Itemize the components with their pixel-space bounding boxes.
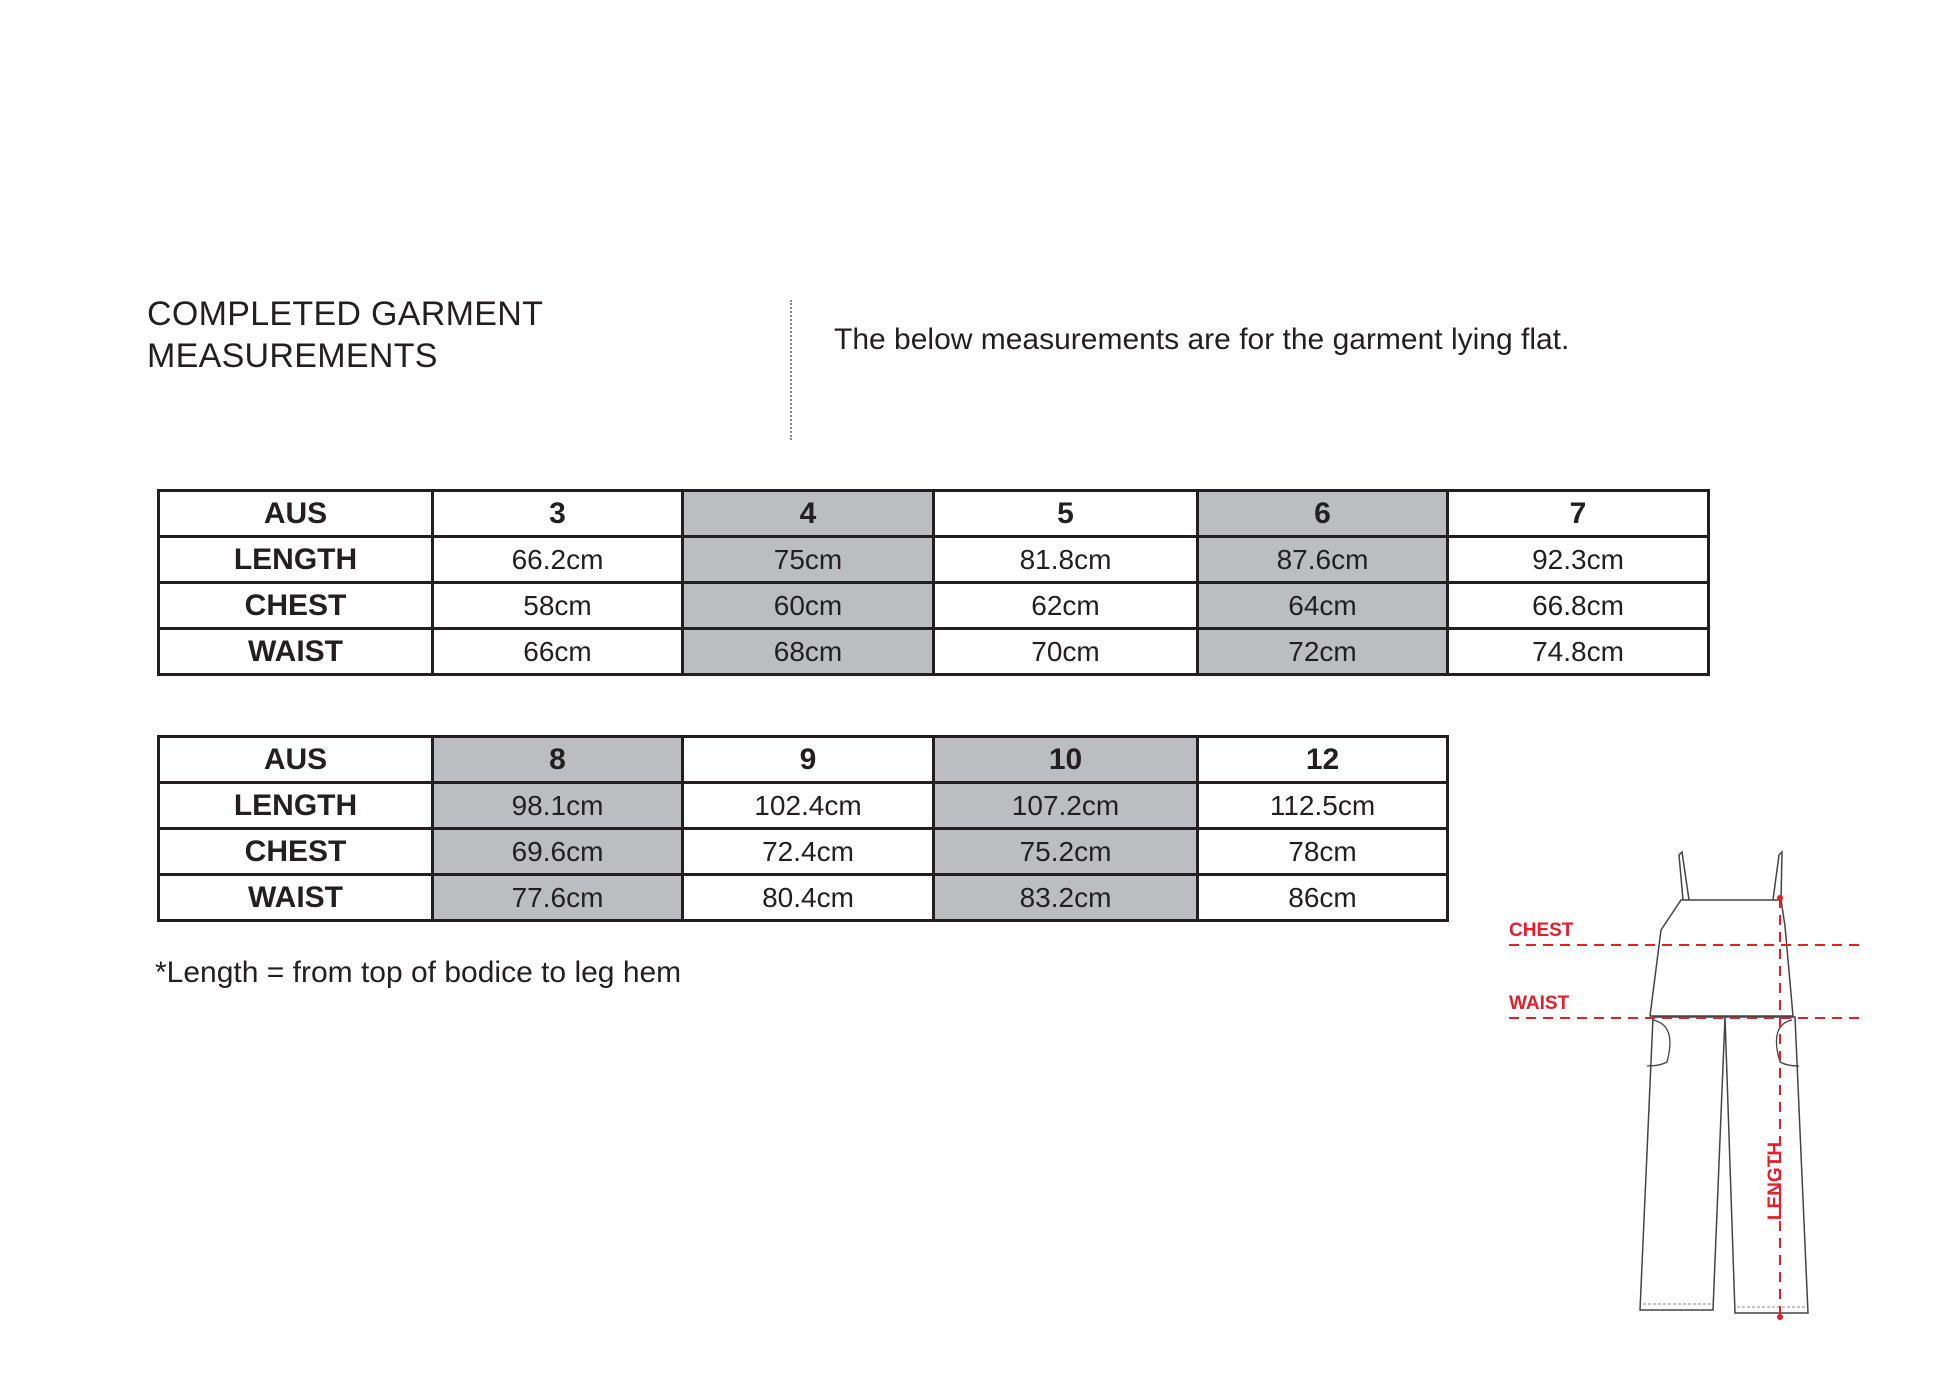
bodice (1650, 900, 1793, 1016)
page-title-line-1: COMPLETED GARMENT (147, 295, 544, 333)
table-row (159, 875, 1448, 921)
table-header-row (159, 491, 1709, 537)
table-cell: 72.4cm (683, 829, 934, 875)
size-table-1 (157, 489, 1710, 676)
table-cell: 77.6cm (433, 875, 683, 921)
table-cell: 87.6cm (1198, 537, 1448, 583)
table-cell: 75cm (683, 537, 934, 583)
table-cell: 72cm (1198, 629, 1448, 675)
right-strap (1773, 852, 1782, 900)
garment-diagram (1495, 840, 1875, 1320)
table-cell: 64cm (1198, 583, 1448, 629)
page-title-line-2: MEASUREMENTS (147, 337, 438, 375)
table-cell: AUS (159, 491, 433, 537)
table-cell: 8 (433, 737, 683, 783)
table-cell: CHEST (159, 829, 433, 875)
table-row (159, 829, 1448, 875)
table-cell: 107.2cm (934, 783, 1198, 829)
table-row (159, 783, 1448, 829)
table-cell: 70cm (934, 629, 1198, 675)
table-cell: 66cm (433, 629, 683, 675)
table-cell: WAIST (159, 629, 433, 675)
length-start-marker (1777, 895, 1783, 901)
table-cell: 92.3cm (1448, 537, 1709, 583)
table-cell: 102.4cm (683, 783, 934, 829)
table-cell: LENGTH (159, 783, 433, 829)
table-cell: 112.5cm (1198, 783, 1448, 829)
table-cell: 62cm (934, 583, 1198, 629)
table-cell: 86cm (1198, 875, 1448, 921)
length-label: LENGTH (1765, 1141, 1786, 1221)
table-cell: 3 (433, 491, 683, 537)
table-header-row (159, 737, 1448, 783)
left-strap (1679, 852, 1689, 900)
table-cell: 98.1cm (433, 783, 683, 829)
table-cell: 66.2cm (433, 537, 683, 583)
table-cell: 58cm (433, 583, 683, 629)
table-cell: 12 (1198, 737, 1448, 783)
table-cell: 68cm (683, 629, 934, 675)
table-row (159, 537, 1709, 583)
chest-label: CHEST (1509, 920, 1574, 941)
length-end-marker (1777, 1314, 1783, 1320)
table-cell: 9 (683, 737, 934, 783)
intro-text: The below measurements are for the garment lying flat. (834, 323, 1570, 356)
table-cell: 66.8cm (1448, 583, 1709, 629)
table-cell: 60cm (683, 583, 934, 629)
table-cell: 74.8cm (1448, 629, 1709, 675)
table-cell: 78cm (1198, 829, 1448, 875)
table-cell: 75.2cm (934, 829, 1198, 875)
overalls-illustration (1495, 840, 1875, 1320)
table-cell: 10 (934, 737, 1198, 783)
header-divider (790, 300, 792, 440)
left-leg (1640, 1017, 1725, 1310)
waist-label: WAIST (1509, 993, 1570, 1014)
table-cell: 83.2cm (934, 875, 1198, 921)
table-row (159, 629, 1709, 675)
table-cell: 4 (683, 491, 934, 537)
table-cell: 81.8cm (934, 537, 1198, 583)
table-cell: 5 (934, 491, 1198, 537)
table-cell: 69.6cm (433, 829, 683, 875)
table-row (159, 583, 1709, 629)
table-cell: LENGTH (159, 537, 433, 583)
footnote: *Length = from top of bodice to leg hem (155, 956, 682, 989)
table-cell: 80.4cm (683, 875, 934, 921)
table-cell: AUS (159, 737, 433, 783)
table-cell: 6 (1198, 491, 1448, 537)
size-table-2 (157, 735, 1449, 922)
page-title (147, 293, 543, 377)
table-cell: WAIST (159, 875, 433, 921)
table-cell: 7 (1448, 491, 1709, 537)
table-cell: CHEST (159, 583, 433, 629)
